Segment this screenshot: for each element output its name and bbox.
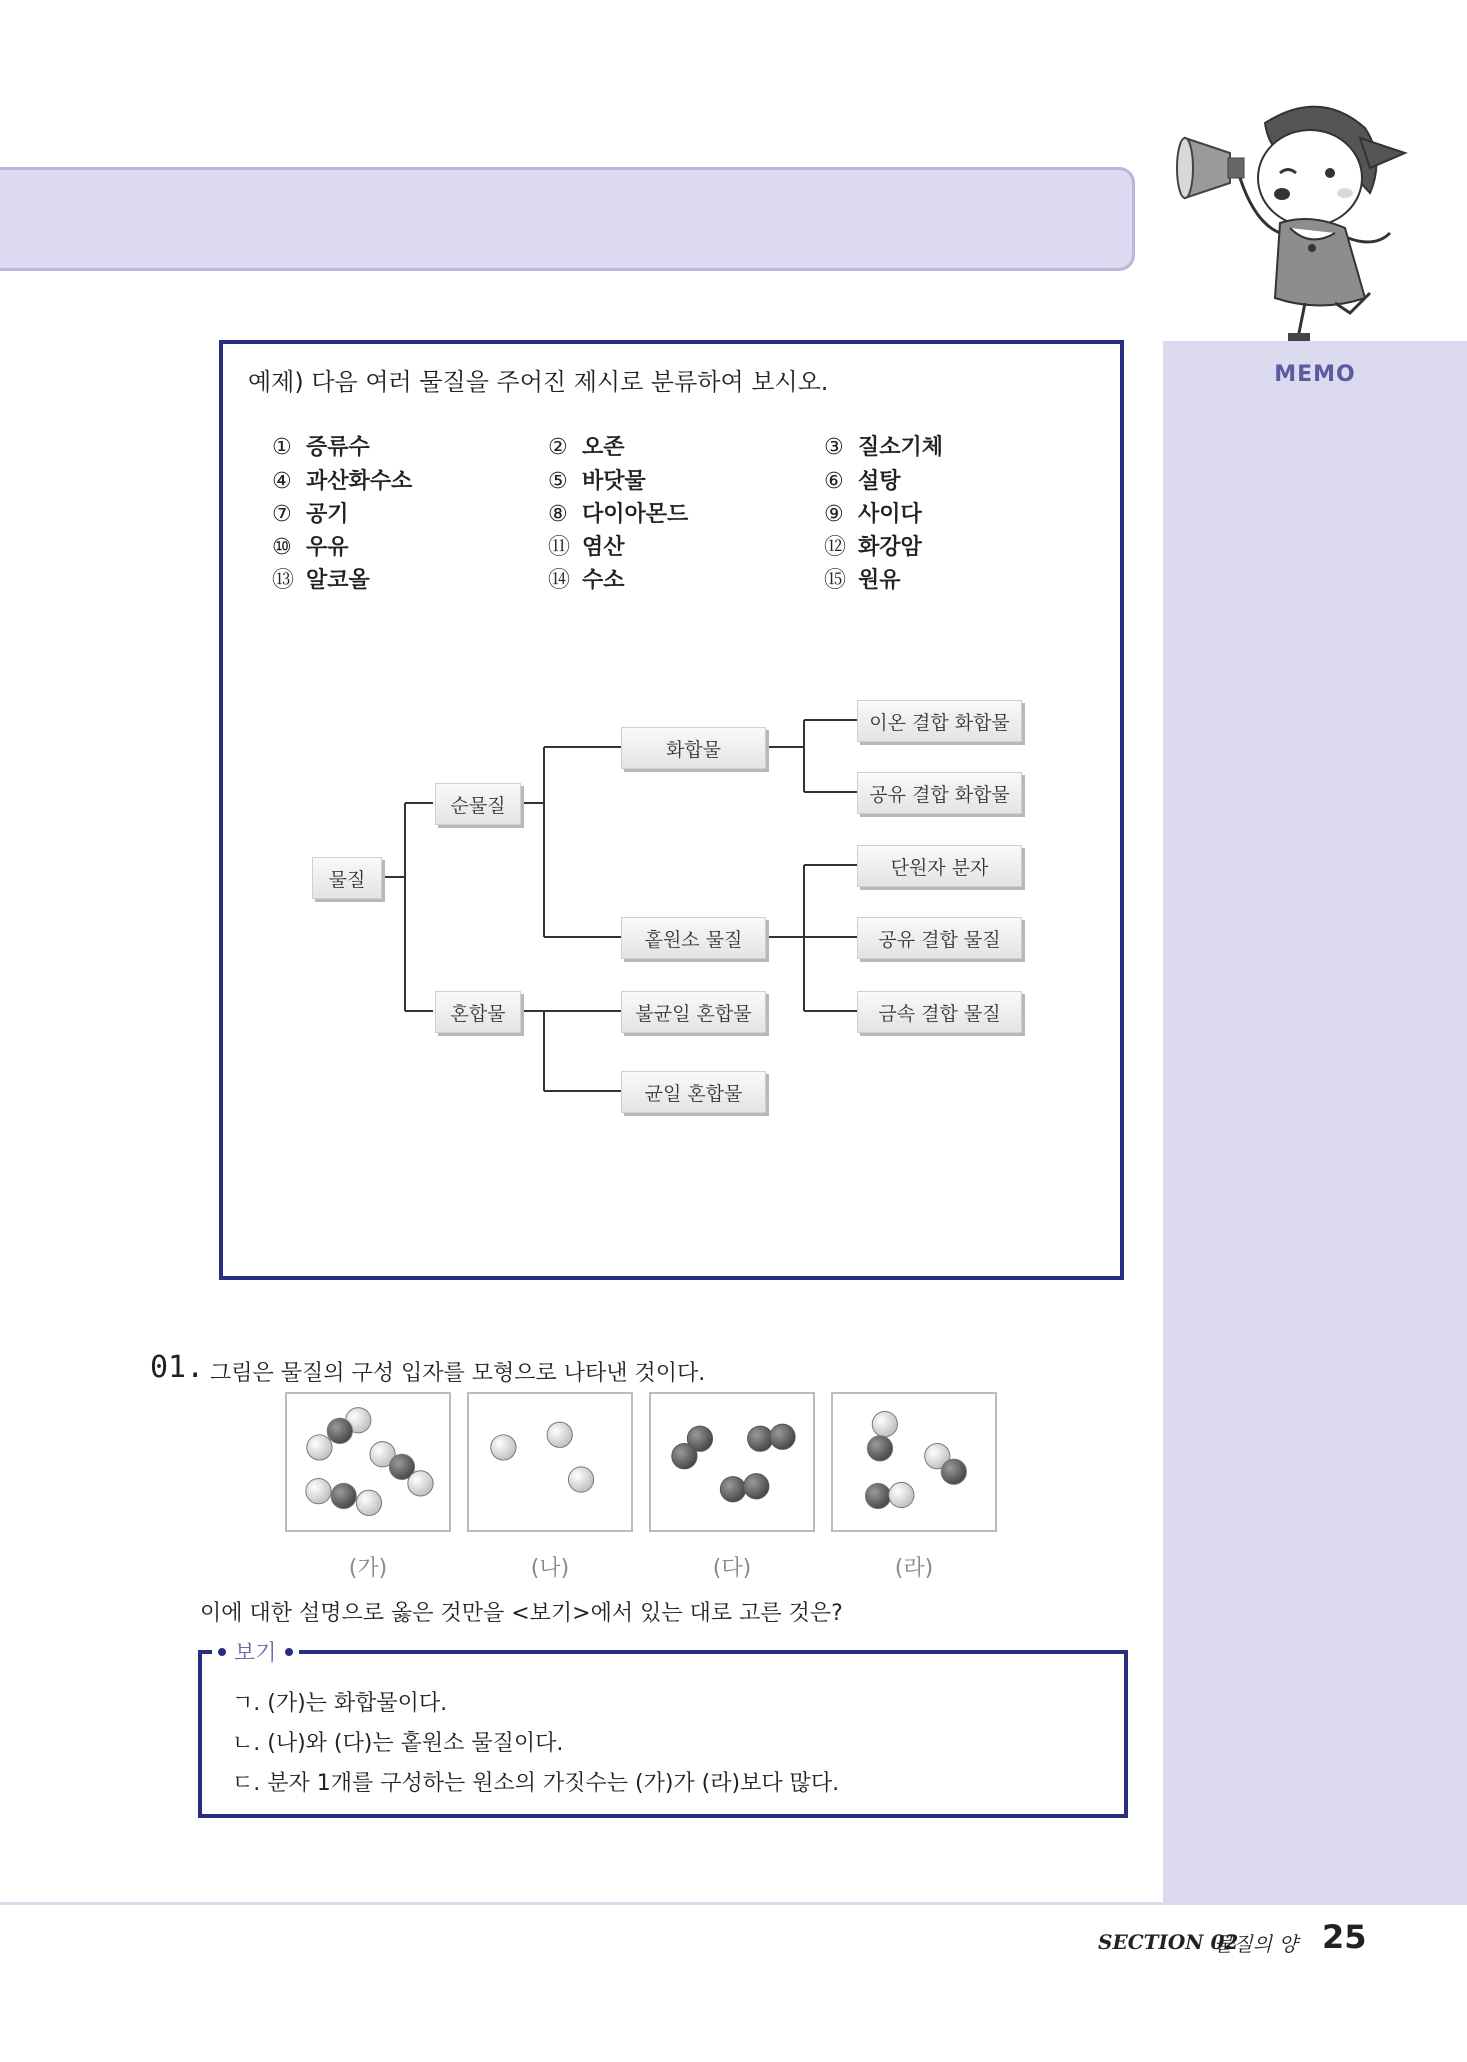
- substance-item: ② 오존: [548, 434, 625, 460]
- substance-item: ⑨ 사이다: [824, 501, 922, 527]
- bogi-label: 보기: [212, 1636, 299, 1667]
- tree-node-covalent-compound: 공유 결합 화합물: [857, 772, 1022, 814]
- bullet-icon: [218, 1648, 226, 1656]
- tree-node-element: 홑원소 물질: [621, 917, 766, 959]
- example-title: 예제) 다음 여러 물질을 주어진 제시로 분류하여 보시오.: [248, 368, 829, 396]
- bogi-item: ㄱ. (가)는 화합물이다.: [232, 1691, 448, 1716]
- substance-item: ⑬ 알코올: [272, 567, 370, 593]
- substance-item: ⑭ 수소: [548, 567, 625, 593]
- tree-node-ionic: 이온 결합 화합물: [857, 700, 1022, 742]
- header-banner: [0, 167, 1135, 271]
- footer-section: SECTION 02: [1098, 1930, 1239, 1954]
- footer-title: 물질의 양: [1214, 1932, 1298, 1956]
- bullet-icon: [285, 1648, 293, 1656]
- substance-item: ⑦ 공기: [272, 501, 349, 527]
- tree-node-heterogeneous: 불균일 혼합물: [621, 991, 766, 1033]
- substance-item: ⑩ 우유: [272, 534, 349, 560]
- particle-model-panel-b: [467, 1392, 633, 1532]
- particle-model-panel-d: [831, 1392, 997, 1532]
- page-number: 25: [1322, 1918, 1367, 1956]
- substance-item: ④ 과산화수소: [272, 468, 413, 494]
- substance-item: ① 증류수: [272, 434, 370, 460]
- tree-node-compound: 화합물: [621, 727, 766, 769]
- memo-column: [1163, 341, 1467, 1903]
- substance-item: ⑥ 설탕: [824, 468, 901, 494]
- substance-item: ⑫ 화강암: [824, 534, 922, 560]
- tree-node-root: 물질: [312, 857, 382, 899]
- particle-model-panel-a: [285, 1392, 451, 1532]
- tree-node-mixture: 혼합물: [435, 991, 521, 1033]
- tree-node-metallic: 금속 결합 물질: [857, 991, 1022, 1033]
- substance-item: ⑮ 원유: [824, 567, 901, 593]
- panel-label-a: (가): [348, 1556, 388, 1581]
- memo-label: MEMO: [1274, 362, 1356, 387]
- panel-label-d: (라): [894, 1556, 934, 1581]
- footer-divider: [0, 1902, 1467, 1905]
- panel-label-c: (다): [712, 1556, 752, 1581]
- question-subtext: 이에 대한 설명으로 옳은 것만을 <보기>에서 있는 대로 고른 것은?: [200, 1601, 843, 1626]
- tree-node-homogeneous: 균일 혼합물: [621, 1071, 766, 1113]
- tree-node-monatomic: 단원자 분자: [857, 845, 1022, 887]
- substance-item: ③ 질소기체: [824, 434, 944, 460]
- substance-item: ⑪ 염산: [548, 534, 625, 560]
- bogi-item: ㄴ. (나)와 (다)는 홑원소 물질이다.: [232, 1731, 564, 1756]
- mascot-illustration: [1170, 98, 1420, 343]
- substance-item: ⑧ 다이아몬드: [548, 501, 689, 527]
- panel-label-b: (나): [530, 1556, 570, 1581]
- substance-item: ⑤ 바닷물: [548, 468, 646, 494]
- tree-node-pure: 순물질: [435, 783, 521, 825]
- particle-model-panel-c: [649, 1392, 815, 1532]
- question-number: 01.: [150, 1350, 205, 1385]
- bogi-item: ㄷ. 분자 1개를 구성하는 원소의 가짓수는 (가)가 (라)보다 많다.: [232, 1771, 840, 1796]
- tree-node-covalent-substance: 공유 결합 물질: [857, 917, 1022, 959]
- question-text: 그림은 물질의 구성 입자를 모형으로 나타낸 것이다.: [210, 1361, 706, 1386]
